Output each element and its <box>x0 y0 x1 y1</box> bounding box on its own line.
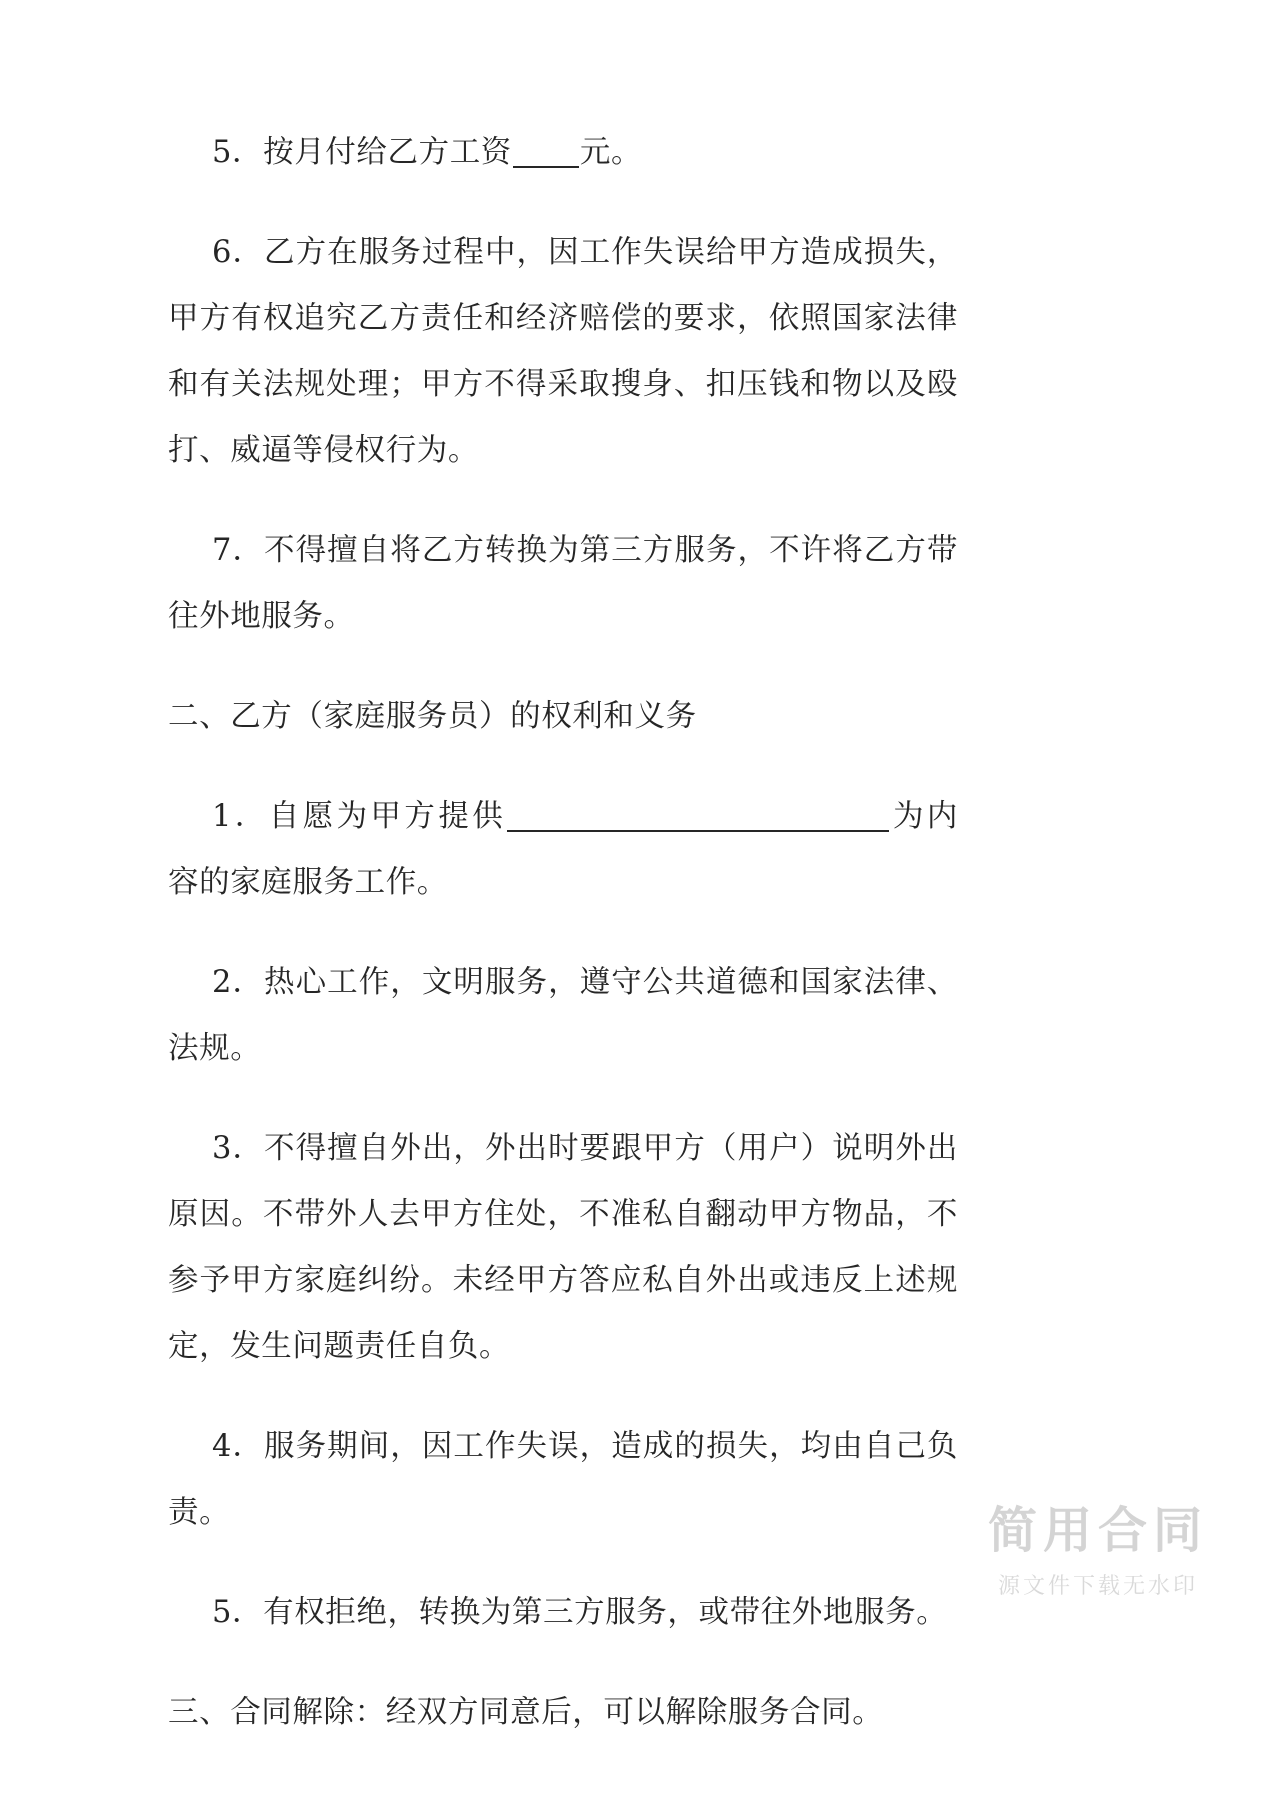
clause-text: 5．按月付给乙方工资 <box>212 135 512 170</box>
clause-paragraph <box>168 518 958 650</box>
watermark-sub-text: 源文件下载无水印 <box>997 1574 1198 1599</box>
clause-text: 6．乙方在服务过程中，因工作失误给甲方造成损失，甲方有权追究乙方责任和经济赔偿的要求，依照国家法律和有关法规处理；甲方不得采取搜身、扣压钱和物以及殴打、威逼等侵权行为。 <box>168 235 958 468</box>
section-heading <box>168 684 958 750</box>
clause-paragraph <box>168 1116 958 1380</box>
document-body <box>168 120 958 1780</box>
watermark-main-text: 简用合同 <box>987 1501 1208 1559</box>
fill-in-blank[interactable] <box>507 830 889 832</box>
clause-paragraph <box>168 1414 958 1546</box>
clause-paragraph <box>168 784 958 916</box>
clause-text: 三、合同解除：经双方同意后，可以解除服务合同。 <box>168 1695 884 1730</box>
clause-text: 二、乙方（家庭服务员）的权利和义务 <box>168 699 697 734</box>
clause-text: 2．热心工作，文明服务，遵守公共道德和国家法律、法规。 <box>168 965 958 1066</box>
clause-text: 元。 <box>579 135 643 170</box>
section-heading <box>168 1680 958 1746</box>
clause-text: 3．不得擅自外出，外出时要跟甲方（用户）说明外出原因。不带外人去甲方住处，不准私自翻动甲方物品，不参予甲方家庭纠纷。未经甲方答应私自外出或违反上述规定，发生问题责任自负。 <box>168 1131 958 1364</box>
watermark <box>988 1503 1208 1600</box>
clause-paragraph <box>168 950 958 1082</box>
clause-text: 7．不得擅自将乙方转换为第三方服务，不许将乙方带往外地服务。 <box>168 533 958 634</box>
clause-text: 5．有权拒绝，转换为第三方服务，或带往外地服务。 <box>212 1595 948 1630</box>
clause-paragraph <box>168 1580 958 1646</box>
clause-text: 1．自愿为甲方提供 <box>212 799 507 834</box>
clause-text: 4．服务期间，因工作失误，造成的损失，均由自己负责。 <box>168 1429 958 1530</box>
fill-in-blank[interactable] <box>513 166 579 168</box>
clause-text: 为内容的家庭服务工作。 <box>168 799 958 900</box>
clause-paragraph <box>168 120 958 186</box>
clause-paragraph <box>168 220 958 484</box>
